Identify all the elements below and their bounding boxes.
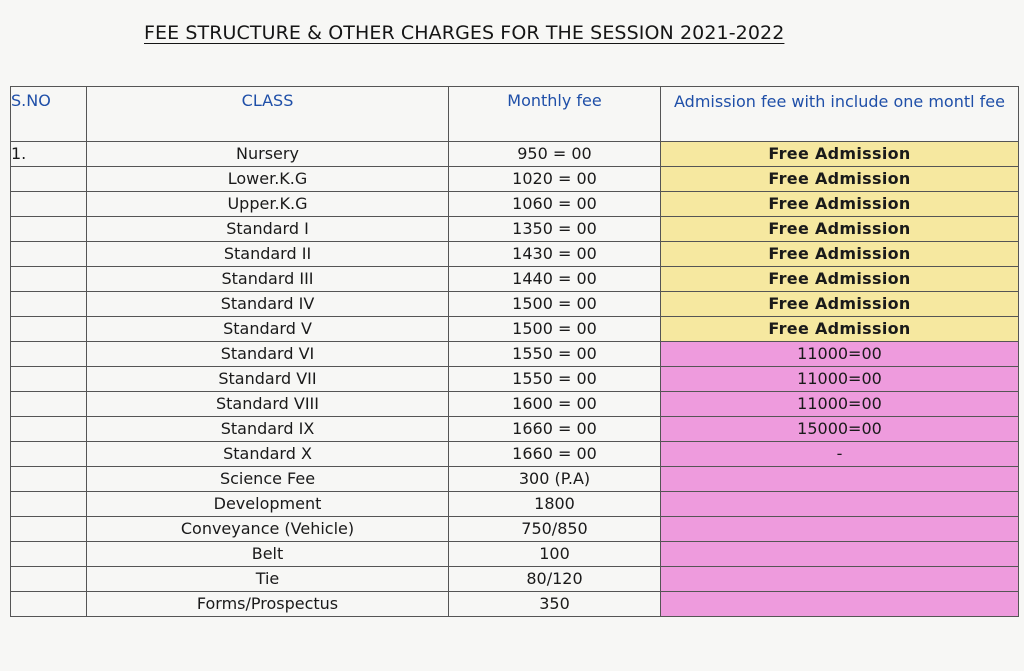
- cell-admission-fee: [661, 517, 1019, 542]
- table-row: [11, 567, 1019, 592]
- table-row: [11, 592, 1019, 617]
- cell-class: Standard X: [87, 442, 449, 467]
- table-row: [11, 492, 1019, 517]
- cell-admission-fee: -: [661, 442, 1019, 467]
- page-title: FEE STRUCTURE & OTHER CHARGES FOR THE SESSION 2021-2022: [144, 22, 785, 44]
- cell-monthly-fee: 950 = 00: [449, 142, 661, 167]
- cell-class: Lower.K.G: [87, 167, 449, 192]
- cell-admission-fee: 11000=00: [661, 367, 1019, 392]
- cell-monthly-fee: 100: [449, 542, 661, 567]
- table-row: [11, 242, 1019, 267]
- header-admission-fee: Admission fee with include one montl fee: [661, 87, 1019, 142]
- cell-class: Upper.K.G: [87, 192, 449, 217]
- cell-sno: [11, 217, 87, 242]
- table-row: [11, 217, 1019, 242]
- cell-admission-fee: 15000=00: [661, 417, 1019, 442]
- cell-admission-fee: Free Admission: [661, 167, 1019, 192]
- cell-admission-fee: 11000=00: [661, 342, 1019, 367]
- cell-class: Nursery: [87, 142, 449, 167]
- table-row: [11, 192, 1019, 217]
- cell-monthly-fee: 750/850: [449, 517, 661, 542]
- cell-monthly-fee: 1020 = 00: [449, 167, 661, 192]
- cell-class: Standard IV: [87, 292, 449, 317]
- header-class: CLASS: [87, 87, 449, 142]
- cell-admission-fee: [661, 492, 1019, 517]
- header-row: [11, 87, 1019, 142]
- cell-monthly-fee: 1060 = 00: [449, 192, 661, 217]
- cell-class: Standard III: [87, 267, 449, 292]
- table-row: [11, 342, 1019, 367]
- header-sno: S.NO: [11, 87, 87, 142]
- table-row: [11, 442, 1019, 467]
- cell-class: Science Fee: [87, 467, 449, 492]
- cell-admission-fee: 11000=00: [661, 392, 1019, 417]
- cell-monthly-fee: 300 (P.A): [449, 467, 661, 492]
- cell-sno: [11, 367, 87, 392]
- cell-admission-fee: Free Admission: [661, 317, 1019, 342]
- cell-admission-fee: Free Admission: [661, 217, 1019, 242]
- cell-admission-fee: Free Admission: [661, 242, 1019, 267]
- cell-sno: 1.: [11, 142, 87, 167]
- table-row: [11, 417, 1019, 442]
- cell-monthly-fee: 1350 = 00: [449, 217, 661, 242]
- cell-monthly-fee: 1550 = 00: [449, 367, 661, 392]
- cell-sno: [11, 267, 87, 292]
- table-row: [11, 167, 1019, 192]
- cell-class: Standard VII: [87, 367, 449, 392]
- fee-rows: [11, 142, 1019, 617]
- fee-structure-table: [10, 86, 1019, 617]
- cell-admission-fee: [661, 567, 1019, 592]
- table-row: [11, 292, 1019, 317]
- cell-sno: [11, 467, 87, 492]
- cell-admission-fee: Free Admission: [661, 267, 1019, 292]
- cell-class: Standard IX: [87, 417, 449, 442]
- cell-sno: [11, 442, 87, 467]
- cell-class: Standard VIII: [87, 392, 449, 417]
- cell-monthly-fee: 1550 = 00: [449, 342, 661, 367]
- cell-class: Standard VI: [87, 342, 449, 367]
- table-row: [11, 517, 1019, 542]
- cell-admission-fee: Free Admission: [661, 292, 1019, 317]
- cell-monthly-fee: 1500 = 00: [449, 317, 661, 342]
- cell-sno: [11, 517, 87, 542]
- cell-admission-fee: [661, 467, 1019, 492]
- cell-admission-fee: Free Admission: [661, 142, 1019, 167]
- cell-sno: [11, 342, 87, 367]
- cell-class: Development: [87, 492, 449, 517]
- cell-admission-fee: [661, 592, 1019, 617]
- cell-monthly-fee: 350: [449, 592, 661, 617]
- cell-sno: [11, 392, 87, 417]
- cell-monthly-fee: 1800: [449, 492, 661, 517]
- cell-sno: [11, 242, 87, 267]
- cell-sno: [11, 592, 87, 617]
- cell-sno: [11, 292, 87, 317]
- table-row: [11, 542, 1019, 567]
- cell-class: Standard I: [87, 217, 449, 242]
- cell-sno: [11, 542, 87, 567]
- cell-monthly-fee: 1600 = 00: [449, 392, 661, 417]
- cell-class: Standard II: [87, 242, 449, 267]
- cell-class: Tie: [87, 567, 449, 592]
- cell-sno: [11, 567, 87, 592]
- cell-class: Forms/Prospectus: [87, 592, 449, 617]
- cell-monthly-fee: 80/120: [449, 567, 661, 592]
- cell-sno: [11, 167, 87, 192]
- cell-class: Conveyance (Vehicle): [87, 517, 449, 542]
- table-row: [11, 467, 1019, 492]
- table-row: [11, 367, 1019, 392]
- cell-monthly-fee: 1660 = 00: [449, 417, 661, 442]
- table-row: [11, 317, 1019, 342]
- cell-monthly-fee: 1430 = 00: [449, 242, 661, 267]
- cell-sno: [11, 317, 87, 342]
- cell-sno: [11, 417, 87, 442]
- cell-sno: [11, 492, 87, 517]
- cell-sno: [11, 192, 87, 217]
- table-row: [11, 267, 1019, 292]
- table-row: [11, 392, 1019, 417]
- cell-admission-fee: [661, 542, 1019, 567]
- cell-class: Standard V: [87, 317, 449, 342]
- table-row: [11, 142, 1019, 167]
- cell-admission-fee: Free Admission: [661, 192, 1019, 217]
- cell-monthly-fee: 1660 = 00: [449, 442, 661, 467]
- cell-monthly-fee: 1500 = 00: [449, 292, 661, 317]
- cell-class: Belt: [87, 542, 449, 567]
- header-monthly-fee: Monthly fee: [449, 87, 661, 142]
- cell-monthly-fee: 1440 = 00: [449, 267, 661, 292]
